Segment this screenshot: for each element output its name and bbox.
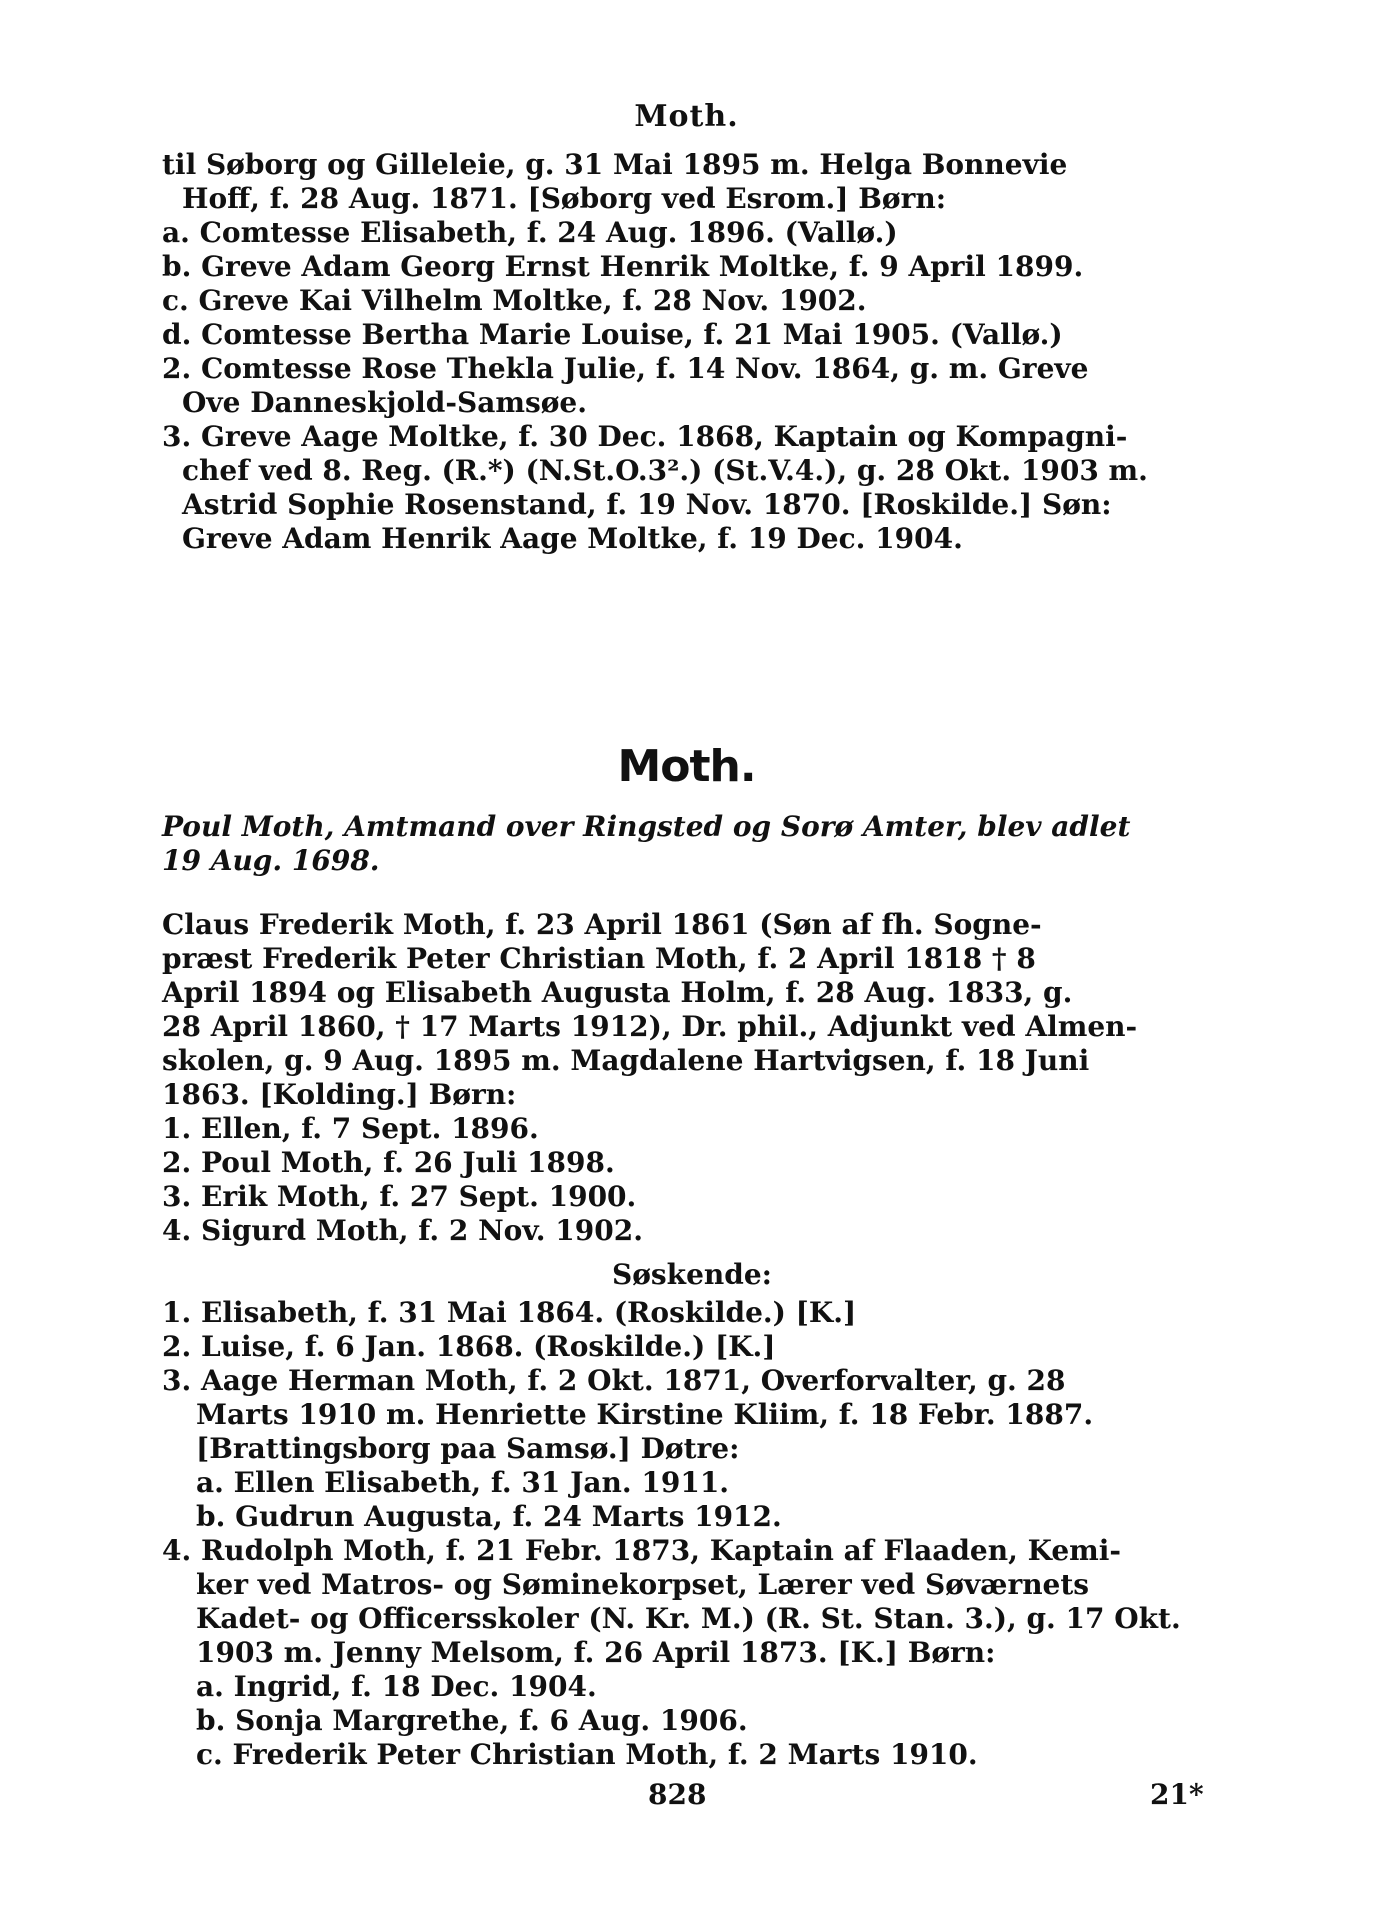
family-intro [162, 810, 1222, 878]
list-item: 3. Greve Aage Moltke, f. 30 Dec. 1868, Kaptain og Kompagni- [162, 420, 1128, 453]
text-line: Kadet- og Officersskoler (N. Kr. M.) (R. St. Stan. 3.), g. 17 Okt. [196, 1602, 1181, 1635]
text-line: til Søborg og Gilleleie, g. 31 Mai 1895 m. Helga Bonnevie [162, 148, 1068, 181]
siblings-list [162, 1296, 1222, 1772]
text-line: 1863. [Kolding.] Børn: [162, 1078, 517, 1111]
text-line: Ove Danneskjold-Samsøe. [182, 386, 587, 419]
text-line: Astrid Sophie Rosenstand, f. 19 Nov. 1870. [Roskilde.] Søn: [182, 488, 1112, 521]
list-item: b. Greve Adam Georg Ernst Henrik Moltke, f. 9 April 1899. [162, 250, 1084, 283]
text-line: 1903 m. Jenny Melsom, f. 26 April 1873. [K.] Børn: [196, 1636, 996, 1669]
list-item: d. Comtesse Bertha Marie Louise, f. 21 Mai 1905. (Vallø.) [162, 318, 1063, 351]
claus-frederik-moth-entry [162, 908, 1222, 1248]
list-item: 3. Erik Moth, f. 27 Sept. 1900. [162, 1180, 637, 1213]
list-item: 2. Comtesse Rose Thekla Julie, f. 14 Nov. 1864, g. m. Greve [162, 352, 1089, 385]
list-item: b. Sonja Margrethe, f. 6 Aug. 1906. [196, 1704, 748, 1737]
text-line: Hoff, f. 28 Aug. 1871. [Søborg ved Esrom.] Børn: [182, 182, 947, 215]
list-item: 2. Luise, f. 6 Jan. 1868. (Roskilde.) [K.] [162, 1330, 776, 1363]
page-number: 828 [648, 1778, 707, 1811]
list-item: 1. Elisabeth, f. 31 Mai 1864. (Roskilde.) [K.] [162, 1296, 857, 1329]
list-item: c. Frederik Peter Christian Moth, f. 2 Marts 1910. [196, 1738, 978, 1771]
text-line: Poul Moth, Amtmand over Ringsted og Sorø Amter, blev adlet [162, 810, 1131, 843]
list-item: 1. Ellen, f. 7 Sept. 1896. [162, 1112, 539, 1145]
text-line: 19 Aug. 1698. [162, 844, 380, 877]
text-line: chef ved 8. Reg. (R.*) (N.St.O.3².) (St.V.4.), g. 28 Okt. 1903 m. [182, 454, 1148, 487]
text-line: April 1894 og Elisabeth Augusta Holm, f. 28 Aug. 1833, g. [162, 976, 1073, 1009]
text-line: ker ved Matros- og Søminekorpset, Lærer ved Søværnets [196, 1568, 1090, 1601]
text-line: skolen, g. 9 Aug. 1895 m. Magdalene Hartvigsen, f. 18 Juni [162, 1044, 1090, 1077]
section-title: Moth. [617, 741, 756, 792]
list-item: 3. Aage Herman Moth, f. 2 Okt. 1871, Overforvalter, g. 28 [162, 1364, 1066, 1397]
list-item: c. Greve Kai Vilhelm Moltke, f. 28 Nov. 1902. [162, 284, 867, 317]
text-line: 28 April 1860, † 17 Marts 1912), Dr. phil., Adjunkt ved Almen- [162, 1010, 1138, 1043]
text-line: Greve Adam Henrik Aage Moltke, f. 19 Dec. 1904. [182, 522, 963, 555]
moltke-entry-continuation [162, 148, 1222, 556]
running-head: Moth. [634, 99, 739, 134]
list-item: a. Comtesse Elisabeth, f. 24 Aug. 1896. (Vallø.) [162, 216, 898, 249]
signature-mark: 21* [1150, 1778, 1204, 1811]
siblings-heading-wrap [162, 1258, 1222, 1292]
siblings-heading: Søskende: [612, 1258, 772, 1291]
text-line: præst Frederik Peter Christian Moth, f. 2 April 1818 † 8 [162, 942, 1036, 975]
list-item: 2. Poul Moth, f. 26 Juli 1898. [162, 1146, 615, 1179]
list-item: b. Gudrun Augusta, f. 24 Marts 1912. [196, 1500, 782, 1533]
list-item: a. Ellen Elisabeth, f. 31 Jan. 1911. [196, 1466, 730, 1499]
list-item: a. Ingrid, f. 18 Dec. 1904. [196, 1670, 597, 1703]
list-item: 4. Rudolph Moth, f. 21 Febr. 1873, Kaptain af Flaaden, Kemi- [162, 1534, 1122, 1567]
text-line: Claus Frederik Moth, f. 23 April 1861 (Søn af fh. Sogne- [162, 908, 1042, 941]
text-line: Marts 1910 m. Henriette Kirstine Kliim, f. 18 Febr. 1887. [196, 1398, 1094, 1431]
list-item: 4. Sigurd Moth, f. 2 Nov. 1902. [162, 1214, 643, 1247]
text-line: [Brattingsborg paa Samsø.] Døtre: [196, 1432, 740, 1465]
